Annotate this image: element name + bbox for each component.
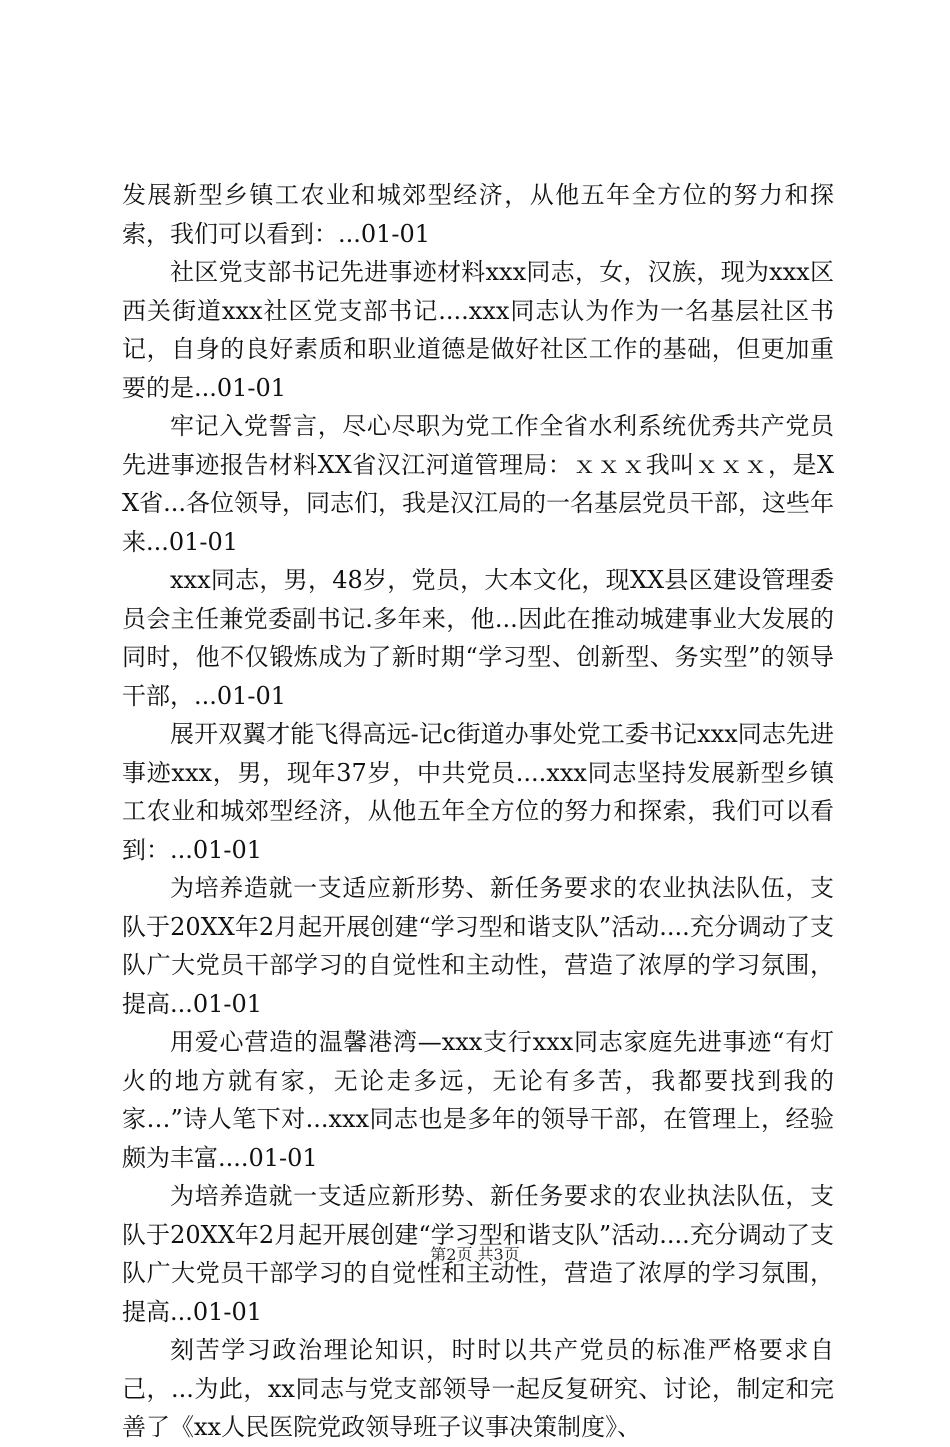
paragraph-7: 用爱心营造的温馨港湾—xxx支行xxx同志家庭先进事迹“有灯火的地方就有家，无论走多远，无论有多苦，我都要找到我的家…”诗人笔下对...xxx同志也是多年的领导干部，在管理上，经验颇为丰富....01-01 (122, 1028, 834, 1172)
paragraph-2: 社区党支部书记先进事迹材料xxx同志，女，汉族，现为xxx区西关街道xxx社区党支部书记....xxx同志认为作为一名基层社区书记，自身的良好素质和职业道德是做好社区工作的基础，但更加重要的是...01-01 (122, 258, 834, 402)
page-footer (0, 1242, 950, 1265)
paragraph-1: 发展新型乡镇工农业和城郊型经济，从他五年全方位的努力和探索，我们可以看到：...01-01 (122, 181, 834, 248)
paragraph-6: 为培养造就一支适应新形势、新任务要求的农业执法队伍，支队于20XX年2月起开展创建“学习型和谐支队”活动....充分调动了支队广大党员干部学习的自觉性和主动性，营造了浓厚的学习氛围，提高...01-01 (122, 874, 834, 1018)
page-number-label: 第2页 共3页 (430, 1245, 520, 1264)
paragraph-9: 刻苦学习政治理论知识，时时以共产党员的标准严格要求自己，...为此，xx同志与党支部领导一起反复研究、讨论，制定和完善了《xx人民医院党政领导班子议事决策制度》、 (122, 1336, 834, 1441)
paragraph-5: 展开双翼才能飞得高远-记c街道办事处党工委书记xxx同志先进事迹xxx，男，现年37岁，中共党员....xxx同志坚持发展新型乡镇工农业和城郊型经济，从他五年全方位的努力和探索，我们可以看到：...01-01 (122, 720, 834, 864)
paragraph-4: xxx同志，男，48岁，党员，大本文化，现XX县区建设管理委员会主任兼党委副书记.多年来，他...因此在推动城建事业大发展的同时，他不仅锻炼成为了新时期“学习型、创新型、务实型”的领导干部，...01-01 (122, 566, 834, 710)
paragraph-3: 牢记入党誓言，尽心尽职为党工作全省水利系统优秀共产党员先进事迹报告材料XX省汉江河道管理局：ｘｘｘ我叫ｘｘｘ，是XX省...各位领导，同志们，我是汉江局的一名基层党员干部，这些年来...01-01 (122, 412, 834, 556)
paragraph-8: 为培养造就一支适应新形势、新任务要求的农业执法队伍，支队于20XX年2月起开展创建“学习型和谐支队”活动....充分调动了支队广大党员干部学习的自觉性和主动性，营造了浓厚的学习氛围，提高...01-01 (122, 1182, 834, 1326)
